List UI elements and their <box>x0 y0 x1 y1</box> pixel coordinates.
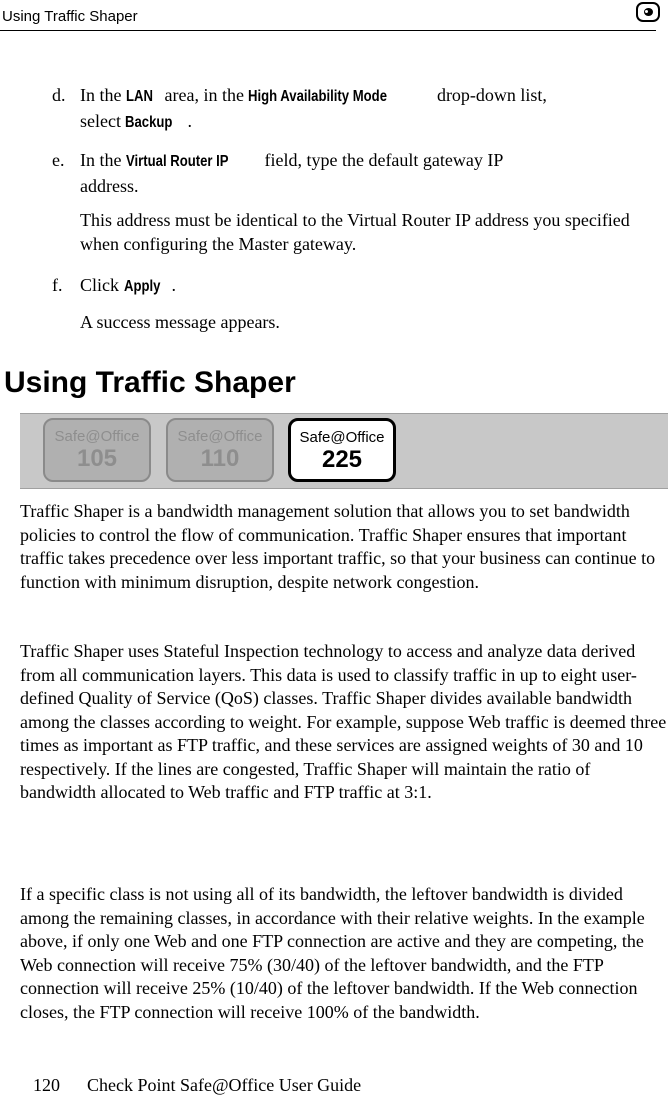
step-marker-d: d. <box>52 85 66 105</box>
text-run: Click <box>80 275 124 295</box>
step-marker-e: e. <box>52 150 65 170</box>
text-run: In the <box>80 85 126 105</box>
page-footer <box>33 1075 361 1096</box>
badge-110-unsupported <box>166 418 274 482</box>
ui-term-lan: LAN <box>125 88 153 105</box>
book-title: Check Point Safe@Office User Guide <box>87 1075 362 1095</box>
text-run: . <box>187 111 192 131</box>
text-run: . <box>171 275 176 295</box>
page-number: 120 <box>33 1075 60 1095</box>
badge-105-unsupported <box>43 418 151 482</box>
text-run: select <box>80 111 126 131</box>
step-e-text <box>80 148 650 198</box>
step-e-note: This address must be identical to the Virtual Router IP address you specified when configuring the Master gateway. <box>80 210 630 254</box>
badge-brand: Safe@Office <box>299 429 385 446</box>
step-d-text <box>80 83 650 135</box>
step-f-note: A success message appears. <box>80 312 280 332</box>
step-f-text <box>80 273 650 299</box>
ui-term-ha-mode: High Availability Mode <box>248 88 388 105</box>
product-badge-bar <box>20 413 668 489</box>
ui-term-backup: Backup <box>125 114 173 131</box>
text-run: address. <box>80 176 139 196</box>
text-run: In the <box>80 150 126 170</box>
text-run: field, type the default gateway IP <box>259 150 504 170</box>
step-marker-f: f. <box>52 275 63 295</box>
paragraph-leftover: If a specific class is not using all of its bandwidth, the leftover bandwidth is divided among the remaining classes, in accordance with their relative weights. In the example above, if only one Web and one FTP connection are active and they are competing, the Web connection will receive 75% (30/40) of the leftover bandwidth, and the FTP connection will receive 25% (10/40) of the leftover bandwidth. If the Web connection closes, the FTP connection will receive 100% of the bandwidth. <box>20 884 645 1022</box>
badge-brand: Safe@Office <box>177 428 263 445</box>
paragraph-technology: Traffic Shaper uses Stateful Inspection technology to access and analyze data derived from all communication layers. This data is used to classify traffic in up to eight user-defined Quality of Service (QoS) classes. Traffic Shaper divides available bandwidth among the classes according to weight. For example, suppose Web traffic is deemed three times as important as FTP traffic, and these services are assigned weights of 30 and 10 respectively. If the lines are congested, Traffic Shaper will maintain the ratio of bandwidth allocated to Web traffic and FTP traffic at 3:1. <box>20 641 667 802</box>
product-logo-icon <box>636 2 660 22</box>
badge-model: 105 <box>76 445 118 472</box>
page-header <box>0 0 656 31</box>
ui-term-virtual-router-ip: Virtual Router IP <box>125 153 229 170</box>
badge-brand: Safe@Office <box>54 428 140 445</box>
paragraph-intro: Traffic Shaper is a bandwidth management solution that allows you to set bandwidth policies to control the flow of communication. Traffic Shaper ensures that important traffic takes precedence over less important traffic, so that your business can continue to function with minimum disruption, despite network congestion. <box>20 501 656 592</box>
ui-term-apply: Apply <box>123 278 160 295</box>
header-title: Using Traffic Shaper <box>2 8 138 25</box>
text-run: drop-down list, <box>432 85 547 105</box>
badge-225-supported <box>288 418 396 482</box>
section-title: Using Traffic Shaper <box>4 366 296 399</box>
text-run: area, in the <box>159 85 249 105</box>
badge-model: 110 <box>200 445 240 472</box>
badge-model: 225 <box>321 446 363 473</box>
